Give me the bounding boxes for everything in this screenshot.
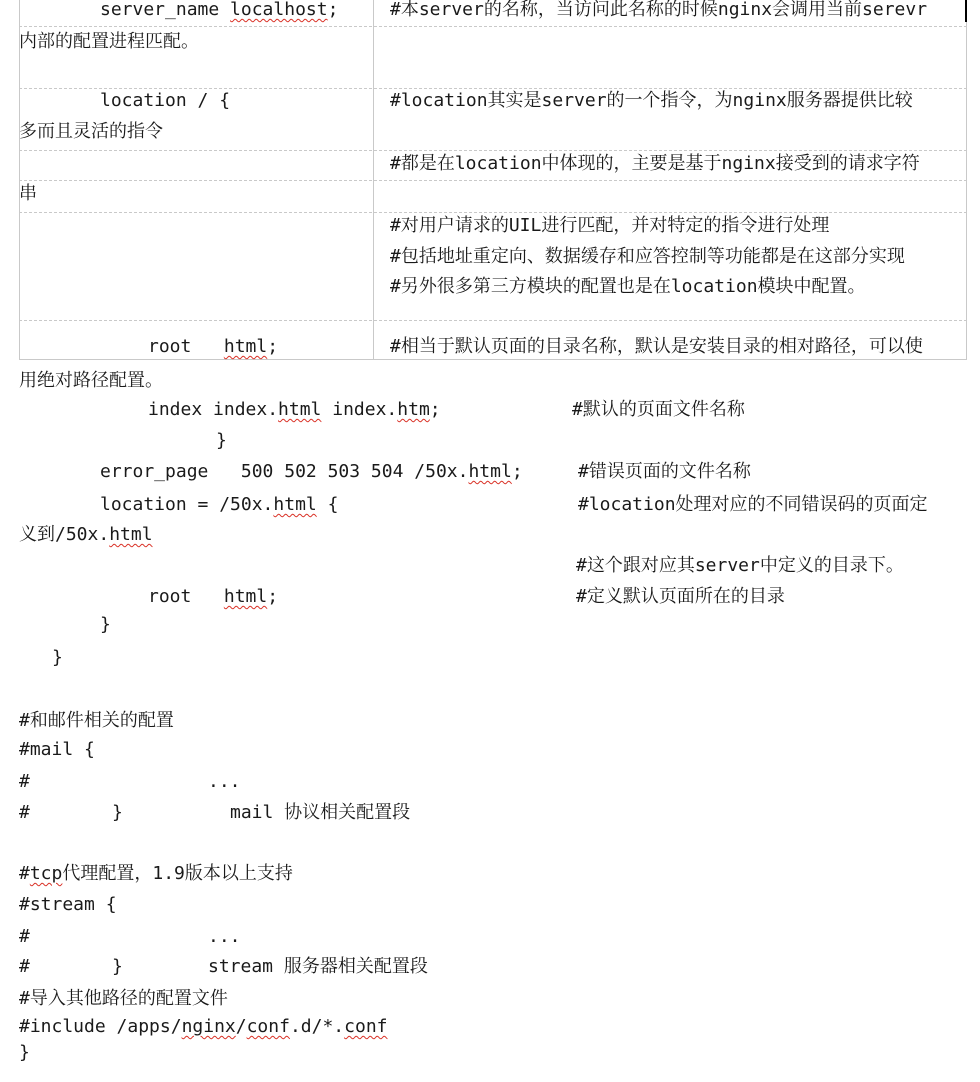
code-comment[interactable]: stream 服务器相关配置段 [208, 956, 428, 977]
code-comment-continued[interactable]: 用绝对路径配置。 [19, 370, 163, 391]
code-line[interactable]: root html; [148, 336, 279, 357]
code-comment[interactable]: #本server的名称，当访问此名称的时候nginx会调用当前serevr [390, 0, 928, 20]
table-bottom-border [19, 359, 967, 360]
code-comment[interactable]: #这个跟对应其server中定义的目录下。 [576, 555, 904, 576]
code-comment[interactable]: #定义默认页面所在的目录 [576, 586, 785, 607]
code-line[interactable]: # [19, 926, 30, 947]
code-comment[interactable]: #导入其他路径的配置文件 [19, 988, 228, 1009]
code-line[interactable]: } [112, 802, 123, 823]
code-comment[interactable]: #默认的页面文件名称 [572, 399, 745, 420]
code-line[interactable]: # [19, 771, 30, 792]
code-line[interactable]: root html; [148, 586, 279, 607]
code-comment-continued[interactable]: 内部的配置进程匹配。 [19, 31, 199, 52]
code-comment-continued[interactable]: 串 [19, 183, 37, 204]
closing-brace[interactable]: } [100, 614, 111, 635]
code-comment-continued[interactable]: 义到/50x.html [19, 524, 153, 545]
code-line[interactable]: server_name localhost; [100, 0, 339, 20]
code-line[interactable]: #include /apps/nginx/conf.d/*.conf [19, 1016, 388, 1037]
table-row-divider [19, 150, 967, 151]
code-line[interactable]: index index.html index.htm; [148, 399, 441, 420]
code-comment[interactable]: #location处理对应的不同错误码的页面定 [578, 494, 928, 515]
code-comment[interactable]: mail 协议相关配置段 [230, 802, 411, 823]
code-comment[interactable]: #错误页面的文件名称 [578, 461, 751, 482]
closing-brace[interactable]: } [19, 1042, 30, 1063]
code-line[interactable]: location / { [100, 90, 231, 111]
code-line[interactable]: ... [208, 771, 241, 792]
code-line[interactable]: ... [208, 926, 241, 947]
table-row-divider [19, 26, 967, 27]
code-comment[interactable]: #另外很多第三方模块的配置也是在location模块中配置。 [390, 276, 866, 297]
code-comment[interactable]: #tcp代理配置，1.9版本以上支持 [19, 863, 293, 884]
closing-brace[interactable]: } [52, 647, 63, 668]
code-line[interactable]: } [112, 956, 123, 977]
code-comment[interactable]: #包括地址重定向、数据缓存和应答控制等功能都是在这部分实现 [390, 246, 905, 267]
code-comment[interactable]: #都是在location中体现的，主要是基于nginx接受到的请求字符 [390, 153, 920, 174]
code-line[interactable]: #stream { [19, 894, 117, 915]
code-comment[interactable]: #对用户请求的UIL进行匹配，并对特定的指令进行处理 [390, 215, 830, 236]
text-cursor [965, 0, 967, 22]
code-line[interactable]: error_page 500 502 503 504 /50x.html; [100, 461, 523, 482]
table-row-divider [19, 180, 967, 181]
code-comment[interactable]: #相当于默认页面的目录名称，默认是安装目录的相对路径，可以使 [390, 336, 923, 357]
code-line[interactable]: # [19, 802, 30, 823]
code-line[interactable]: # [19, 956, 30, 977]
code-comment[interactable]: #和邮件相关的配置 [19, 710, 174, 731]
closing-brace[interactable]: } [216, 430, 227, 451]
code-comment[interactable]: #location其实是server的一个指令，为nginx服务器提供比较 [390, 90, 913, 111]
table-row-divider [19, 212, 967, 213]
code-comment-continued[interactable]: 多而且灵活的指令 [19, 121, 163, 142]
code-line[interactable]: #mail { [19, 739, 95, 760]
table-row-divider [19, 320, 967, 321]
code-line[interactable]: location = /50x.html { [100, 494, 339, 515]
